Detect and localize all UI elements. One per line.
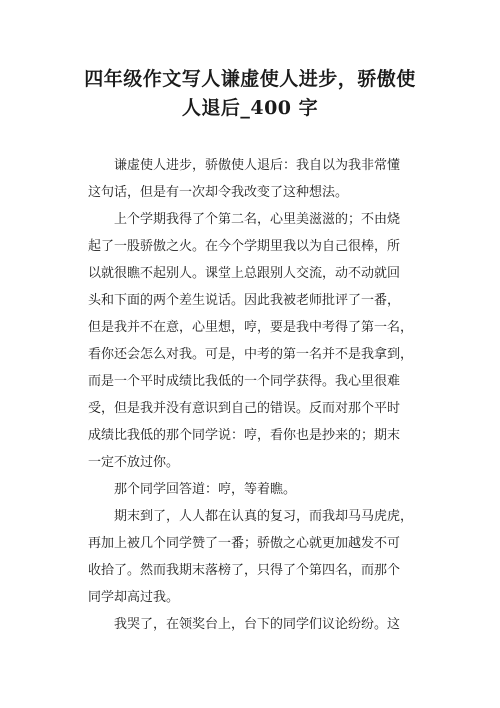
document-title-line-1: 四年级作文写人谦虚使人进步，骄傲使 (84, 68, 416, 90)
paragraph-line: 那个同学回答道：哼，等着瞧。 (114, 482, 297, 497)
paragraph-line: 受，但是我并没有意识到自己的错误。反而对那个平时 (88, 401, 401, 416)
document-title-line-2: 人退后_400 字 (181, 97, 319, 119)
paragraph-line: 头和下面的两个差生说话。因此我被老师批评了一番， (88, 293, 401, 308)
paragraph-line: 这句话，但是有一次却令我改变了这种想法。 (88, 185, 349, 200)
paragraph-line: 一定不放过你。 (88, 455, 180, 470)
paragraph-1 (88, 152, 422, 206)
paragraph-2 (88, 206, 422, 476)
paragraph-line: 起了一股骄傲之火。在今个学期里我以为自己很棒，所 (88, 239, 401, 254)
paragraph-line: 但是我并不在意，心里想，哼，要是我中考得了第一名， (88, 320, 414, 335)
paragraph-line: 同学却高过我。 (88, 590, 180, 605)
paragraph-line: 收拾了。然而我期末落榜了，只得了个第四名，而那个 (88, 563, 401, 578)
paragraph-line: 而是一个平时成绩比我低的一个同学获得。我心里很难 (88, 374, 401, 389)
paragraph-line: 以就很瞧不起别人。课堂上总跟别人交流，动不动就回 (88, 266, 401, 281)
paragraph-line: 期末到了，人人都在认真的复习，而我却马马虎虎， (114, 509, 414, 524)
paragraph-line: 谦虚使人进步，骄傲使人退后：我自以为我非常懂 (114, 158, 401, 173)
paragraph-3 (88, 476, 422, 503)
paragraph-4 (88, 503, 422, 611)
paragraph-line: 上个学期我得了个第二名，心里美滋滋的；不由烧 (114, 212, 401, 227)
paragraph-line: 成绩比我低的那个同学说：哼，看你也是抄来的；期末 (88, 428, 401, 443)
paragraph-5 (88, 611, 422, 638)
paragraph-line: 再加上被几个同学赞了一番；骄傲之心就更加越发不可 (88, 536, 401, 551)
paragraph-line: 我哭了，在领奖台上，台下的同学们议论纷纷。这 (114, 617, 401, 632)
paragraph-line: 看你还会怎么对我。可是，中考的第一名并不是我拿到， (88, 347, 414, 362)
